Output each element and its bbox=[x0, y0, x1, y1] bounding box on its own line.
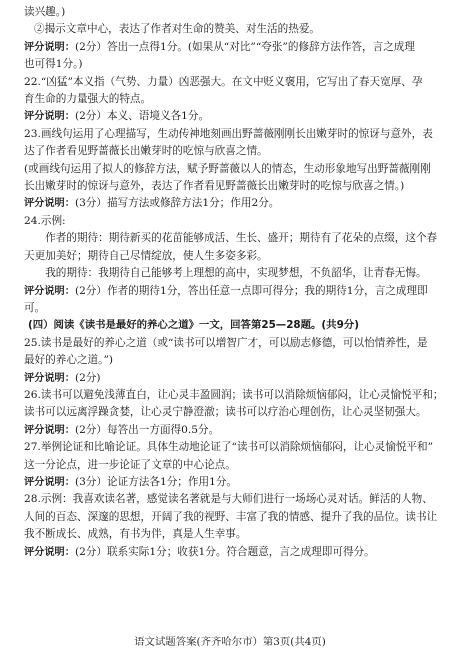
line-text: 我不断成长、成熟，有书为伴，真是人生幸事。 bbox=[24, 528, 247, 541]
scoring-label: 评分说明： bbox=[24, 546, 75, 558]
line-text: 28.示例：我喜欢读名著，感觉读名著就是与大师们进行一场场心灵对话。鲜活的人物、 bbox=[24, 493, 433, 506]
line-text: 育生命的力量强大的特点。 bbox=[24, 93, 152, 106]
text-line bbox=[24, 300, 446, 317]
line-text: 读书可以远离浮躁贪婪，让心灵宁静澄澈；读书可以疗治心理创伤，让心灵坚韧强大。 bbox=[24, 406, 427, 419]
text-line bbox=[24, 4, 446, 21]
text-line bbox=[24, 283, 446, 300]
line-text: (2分）每答出一方面得0.5分。 bbox=[74, 423, 220, 436]
line-text: 可。 bbox=[24, 301, 46, 314]
line-text: 也可得1分。) bbox=[24, 58, 83, 71]
line-text: (3分）描写方法或修辞方法1分；作用2分。 bbox=[74, 197, 280, 210]
line-text: (2分）本义、语境义各1分。 bbox=[74, 110, 210, 123]
line-text: (2分）联系实际1分；收获1分。符合题意，言之成理即可得分。 bbox=[74, 545, 375, 558]
line-text: 27.举例论证和比喻论证。具体生动地论证了“读书可以消除烦恼郁闷，让心灵愉悦平和” bbox=[24, 441, 434, 454]
line-text: (或画线句运用了拟人的修辞方法，赋予野蔷薇以人的情态，生动形象地写出野蔷薇刚刚 bbox=[24, 162, 431, 175]
scoring-label: 评分说明： bbox=[24, 41, 75, 53]
text-line bbox=[24, 474, 446, 491]
scoring-label: 评分说明： bbox=[24, 372, 75, 384]
line-text: (2分）答出一点得1分。(如果从“对比”“夸张”的修辞方法作答，言之成理 bbox=[74, 40, 415, 53]
text-line bbox=[24, 387, 446, 404]
text-line bbox=[24, 439, 446, 456]
line-text: (2分）作者的期待1分，答出任意一点即可得分；我的期待1分，言之成理即 bbox=[74, 284, 428, 297]
text-line bbox=[24, 404, 446, 421]
line-text: 天更加美好；期待自己尽情绽放，使人生多姿多彩。 bbox=[24, 249, 268, 262]
text-line bbox=[24, 230, 446, 247]
text-line bbox=[24, 370, 446, 387]
text-line bbox=[24, 317, 446, 334]
line-text: 作者的期待：期待新买的花苗能够成活、生长、盛开；期待有了花朵的点缀，这个春 bbox=[45, 232, 438, 245]
text-line bbox=[24, 91, 446, 108]
text-line bbox=[24, 39, 446, 56]
line-text: (3分）论证方法各1分；作用1分。 bbox=[74, 475, 238, 488]
scoring-label: 评分说明： bbox=[24, 198, 75, 210]
page-footer: 语文试题答案(齐齐哈尔市）第3页(共4页) bbox=[134, 636, 326, 648]
text-line bbox=[24, 352, 446, 369]
text-line bbox=[24, 126, 446, 143]
answer-key-page bbox=[24, 4, 446, 561]
scoring-label: 评分说明： bbox=[24, 424, 75, 436]
line-text: ②揭示文章中心，表达了作者对生命的赞美、对生活的热爱。 bbox=[34, 23, 321, 36]
text-line bbox=[24, 213, 446, 230]
text-line bbox=[24, 248, 446, 265]
text-line bbox=[24, 509, 446, 526]
text-line bbox=[24, 195, 446, 212]
line-text: (四）阅读《读书是最好的养心之道》一文，回答第25—28题。(共9分) bbox=[28, 319, 359, 332]
text-line bbox=[24, 108, 446, 125]
text-line bbox=[24, 161, 446, 178]
text-line bbox=[24, 74, 446, 91]
text-line bbox=[24, 265, 446, 282]
text-line bbox=[24, 335, 446, 352]
line-text: 人间的百态、深邃的思想，开阔了我的视野、丰富了我的情感、提升了我的品位。读书让 bbox=[24, 510, 438, 523]
line-text: 22.“凶猛”本义指（气势、力量）凶恶强大。在文中贬义褒用，它写出了春天宽厚、孕 bbox=[24, 75, 423, 88]
line-text: (2分) bbox=[74, 371, 101, 384]
scoring-label: 评分说明： bbox=[24, 111, 75, 123]
text-line bbox=[24, 491, 446, 508]
text-line bbox=[24, 457, 446, 474]
line-text: 这一分论点，进一步论证了文章的中心论点。 bbox=[24, 458, 236, 471]
line-text: 达了作者看见野蔷薇长出嫩芽时的吃惊与欣喜之情。 bbox=[24, 145, 268, 158]
text-line bbox=[24, 21, 446, 38]
line-text: 26.读书可以避免浅薄直白，让心灵丰盈圆润；读书可以消除烦恼郁闷，让心灵愉悦平和； bbox=[24, 388, 444, 401]
text-line bbox=[24, 56, 446, 73]
text-line bbox=[24, 422, 446, 439]
line-text: 长出嫩芽时的惊讶与意外，表达了作者看见野蔷薇长出嫩芽时的吃惊与欣喜之情。) bbox=[24, 180, 405, 193]
text-line bbox=[24, 526, 446, 543]
text-line bbox=[24, 178, 446, 195]
scoring-label: 评分说明： bbox=[24, 476, 75, 488]
line-text: 读兴趣。) bbox=[24, 6, 66, 18]
line-text: 25.读书是最好的养心之道（或“读书可以增智广才，可以励志修德，可以怡情养性，是 bbox=[24, 336, 428, 349]
line-text: 最好的养心之道。”) bbox=[24, 354, 113, 367]
line-text: 23.画线句运用了心理描写，生动传神地刻画出野蔷薇刚刚长出嫩芽时的惊讶与意外，表 bbox=[24, 127, 433, 140]
text-line bbox=[24, 544, 446, 561]
text-line bbox=[24, 143, 446, 160]
line-text: 24.示例: bbox=[24, 214, 66, 227]
line-text: 我的期待：我期待自己能够考上理想的高中，实现梦想，不负韶华，让青春无悔。 bbox=[45, 267, 427, 280]
scoring-label: 评分说明： bbox=[24, 285, 75, 297]
